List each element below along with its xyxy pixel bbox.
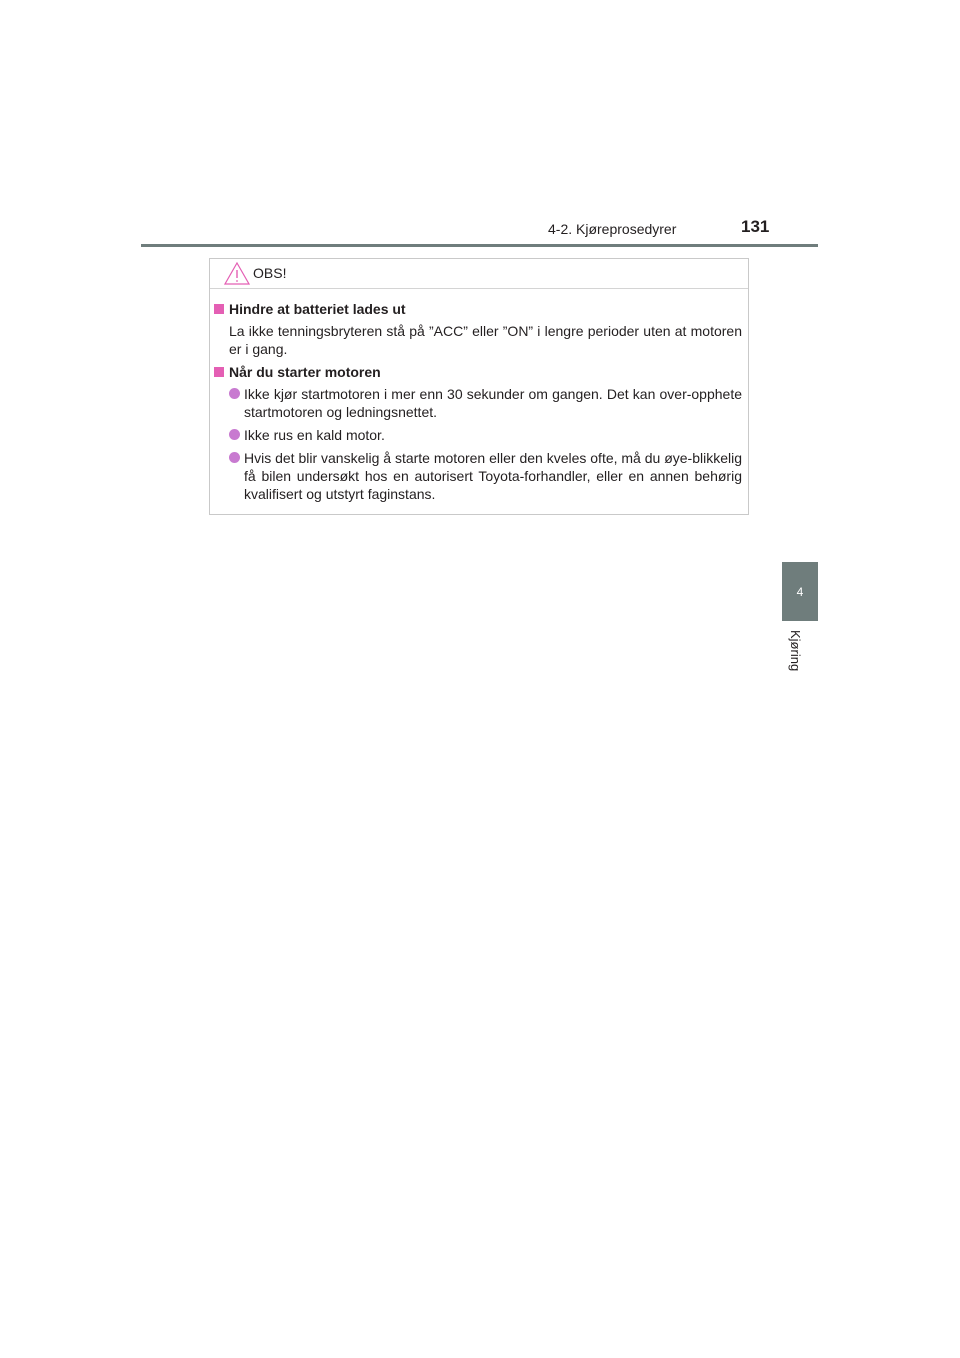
list-item-text: Hvis det blir vanskelig å starte motoren eller den kveles ofte, må du øye-blikkelig få bilen undersøkt hos en autorisert Toyota-forhandler, eller en annen behørig kvalifisert og utstyrt faginstans. <box>244 450 742 502</box>
section-heading <box>214 300 742 318</box>
header-divider <box>141 244 818 247</box>
chapter-number: 4 <box>796 584 804 599</box>
square-bullet-icon <box>214 367 224 377</box>
list-item <box>229 385 742 421</box>
section-heading-text: Hindre at batteriet lades ut <box>229 301 406 317</box>
list-item <box>229 426 742 444</box>
dot-bullet-icon <box>229 452 240 463</box>
list-item-text: Ikke kjør startmotoren i mer enn 30 sekunder om gangen. Det kan over-opphete startmotoren og ledningsnettet. <box>244 386 742 420</box>
caution-section <box>214 300 742 358</box>
list-item-text: Ikke rus en kald motor. <box>244 427 385 443</box>
section-heading <box>214 363 742 381</box>
list-item <box>229 449 742 503</box>
dot-bullet-icon <box>229 429 240 440</box>
chapter-label: Kjøring <box>788 630 803 672</box>
square-bullet-icon <box>214 304 224 314</box>
page-number: 131 <box>741 217 770 236</box>
caution-title: OBS! <box>253 265 287 281</box>
section-paragraph: La ikke tenningsbryteren stå på ”ACC” eller ”ON” i lengre perioder uten at motoren er i gang. <box>229 323 742 357</box>
caution-body <box>210 289 748 503</box>
caution-header <box>210 259 748 289</box>
caution-section <box>214 363 742 503</box>
section-heading-text: Når du starter motoren <box>229 364 381 380</box>
section-title: 4-2. Kjøreprosedyrer <box>548 221 677 237</box>
chapter-tab <box>782 562 818 621</box>
dot-bullet-icon <box>229 388 240 399</box>
warning-triangle-icon <box>224 262 250 285</box>
caution-box <box>209 258 749 515</box>
